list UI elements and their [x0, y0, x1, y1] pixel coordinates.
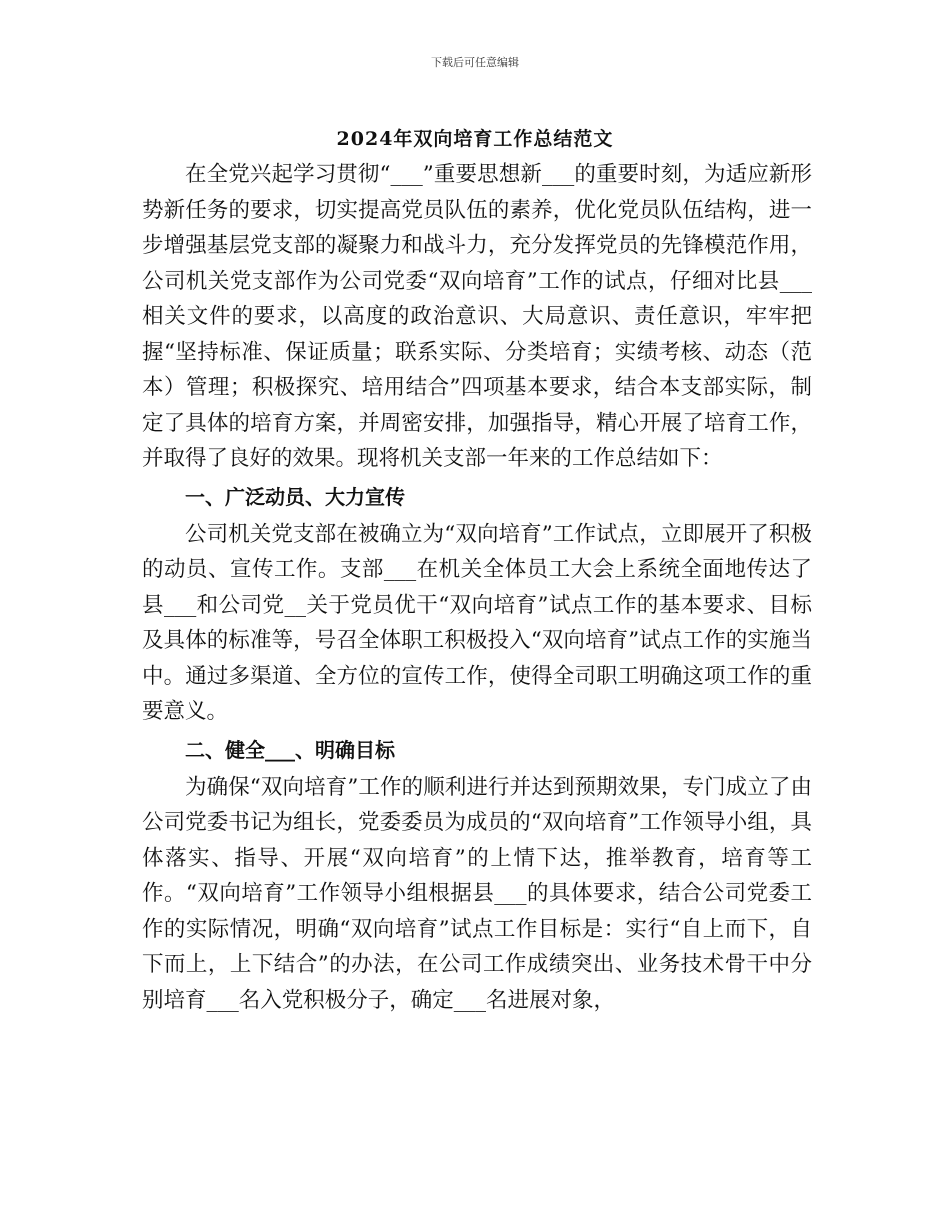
document-title: 2024年双向培育工作总结范文	[336, 128, 614, 150]
header-note: 下载后可任意编辑	[431, 56, 519, 69]
document-body	[142, 157, 812, 1018]
section-heading-1: 一、广泛动员、大力宣传	[185, 484, 405, 509]
section-heading-2: 二、健全___、明确目标	[185, 737, 395, 762]
paragraph-section-2: 为确保“双向培育”工作的顺利进行并达到预期效果，专门成立了由公司党委书记为组长，党委委员为成员的“双向培育”工作领导小组，具体落实、指导、开展“双向培育”的上情下达，推举教育，培育等工作。“双向培育”工作领导小组根据县___的具体要求，结合公司党委工作的实际情况，明确“双向培育”试点工作目标是：实行“自上而下，自下而上，上下结合”的办法，在公司工作成绩突出、业务技术骨干中分别培育___名入党积极分子，确定___名进展对象，	[142, 774, 812, 1013]
paragraph-section-1: 公司机关党支部在被确立为“双向培育”工作试点，立即展开了积极的动员、宣传工作。支部___在机关全体员工大会上系统全面地传达了县___和公司党__关于党员优干“双向培育”试点工作的基本要求、目标及具体的标准等，号召全体职工积极投入“双向培育”试点工作的实施当中。通过多渠道、全方位的宣传工作，使得全司职工明确这项工作的重要意义。	[142, 521, 812, 724]
paragraph-intro: 在全党兴起学习贯彻“___”重要思想新___的重要时刻，为适应新形势新任务的要求，切实提高党员队伍的素养，优化党员队伍结构，进一步增强基层党支部的凝聚力和战斗力，充分发挥党员的先锋模范作用，公司机关党支部作为公司党委“双向培育”工作的试点，仔细对比县___相关文件的要求，以高度的政治意识、大局意识、责任意识，牢牢把握“坚持标准、保证质量；联系实际、分类培育；实绩考核、动态（范本）管理；积极探究、培用结合”四项基本要求，结合本支部实际，制定了具体的培育方案，并周密安排，加强指导，精心开展了培育工作，并取得了良好的效果。现将机关支部一年来的工作总结如下：	[142, 162, 812, 471]
